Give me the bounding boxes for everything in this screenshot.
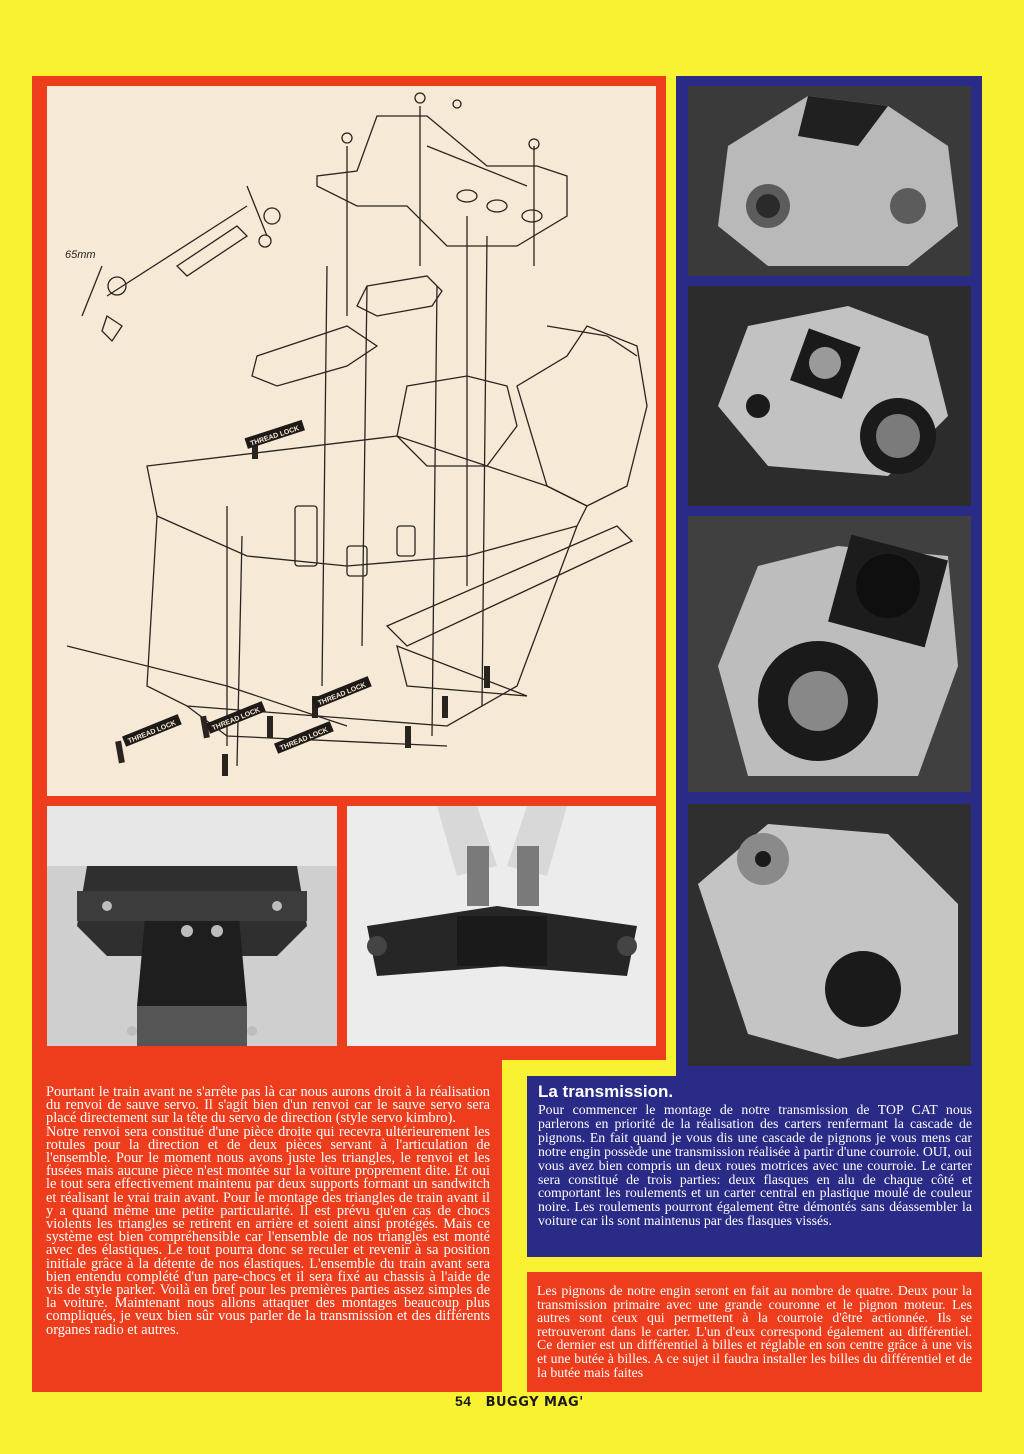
photo-image — [688, 804, 971, 1066]
photo-front-suspension-underside — [47, 806, 337, 1046]
transmission-section — [527, 1076, 982, 1257]
thread-lock-tag: THREAD LOCK — [127, 719, 178, 746]
photo-image — [688, 286, 971, 506]
pignons-body: Les pignons de notre engin seront en fait au nombre de quatre. Deux pour la transmission primaire avec une grande couronne et le pignon moteur. Les autres sont ceux qui permettent à la courroie d'être actionnée. Ils se retrouveront dans le carter. L'un d'eux correspond également au différentiel. Ce dernier est un différentiel à billes et réglable en son centre grâce à une vis et une butée à billes. A ce sujet il faudra installer les billes du différentiel et de la butée mais faites — [537, 1283, 972, 1380]
photo-image — [688, 86, 971, 276]
thread-lock-tag: THREAD LOCK — [317, 681, 368, 708]
thread-lock-tag: THREAD LOCK — [279, 726, 330, 753]
thread-lock-tag: THREAD LOCK — [211, 706, 262, 733]
transmission-heading: La transmission. — [538, 1082, 674, 1101]
photo-carter-plate-3 — [688, 516, 971, 792]
left-paragraph-2: Notre renvoi sera constitué d'une pièce droite qui recevra ultérieurement les rotules pour la direction et de deux pièces servant à l'articulation de l'ensemble. Pour le moment nous avons juste les triangles, le renvoi et les fusées mais aucune pièce n'est montée sur la voiture proprement dite. Et oui le tout sera effectivement maintenu par deux supports formant un sandwitch et réalisant le vrai train avant. Pour le montage des triangles de train avant il y a quand même une petite particularité. Il est prévu qu'en cas de chocs violents les triangles se retirent en arrière et soient ainsi protégés. Mais ce système est bien compréhensible car l'ensemble de nos triangles est monté avec des élastiques. Le tout pourra donc se reculer et revenir à sa position initiale grâce à la détente de nos élastiques. L'ensemble du train avant sera bien entendu complété d'un pare-chocs et il sera fixé au chassis à l'aide de vis de style parker. Voilà en bref pour les premières parties assez simples de la voiture. Maintenant nous allons attaquer des montages beaucoup plus compliqués, je veux bien sûr vous parler de la transmission et des différents organes radio et autres. — [46, 1123, 490, 1338]
photo-image — [347, 806, 656, 1046]
left-paragraph-1: Pourtant le train avant ne s'arrête pas là car nous aurons droit à la réalisation du renvoi de sauve servo. Il s'agit bien d'un renvoi car le sauve servo sera placé directement sur la tête du servo de direction (style servo kimbro). — [46, 1084, 490, 1127]
photo-carter-plate-2 — [688, 286, 971, 506]
pignons-section — [527, 1272, 982, 1392]
photo-carter-plate-1 — [688, 86, 971, 276]
photo-image — [688, 516, 971, 792]
article-left-column — [32, 1060, 502, 1392]
diagram-drawing — [47, 86, 656, 796]
magazine-name: BUGGY MAG' — [485, 1395, 584, 1410]
transmission-body: Pour commencer le montage de notre transmission de TOP CAT nous parlerons en priorité de la réalisation des carters renfermant la cascade de pignons. En fait quand je vous dis une cascade de pignons je vous mens car notre engin possède une transmission réalisée à partir d'une courroie. OUI, oui vous avez bien compris un deux roues motrices avec une courroie. Le carter sera constitué de trois parties: deux flasques en alu de chaque côté et comportant les roulements et un carter central en plastique moulé de couleur noire. Les roulements pourront également être démontés sans déassembler la voiture car ils sont maintenus par des flasques vissés. — [538, 1102, 972, 1229]
page-number: 54 — [455, 1393, 472, 1409]
photo-image — [47, 806, 337, 1046]
photo-carter-plate-4 — [688, 804, 971, 1066]
thread-lock-tag: THREAD LOCK — [249, 425, 301, 448]
page-footer — [455, 1393, 584, 1410]
exploded-assembly-diagram — [47, 86, 656, 796]
dimension-label: 65mm — [65, 249, 96, 261]
photo-front-suspension-arms — [347, 806, 656, 1046]
